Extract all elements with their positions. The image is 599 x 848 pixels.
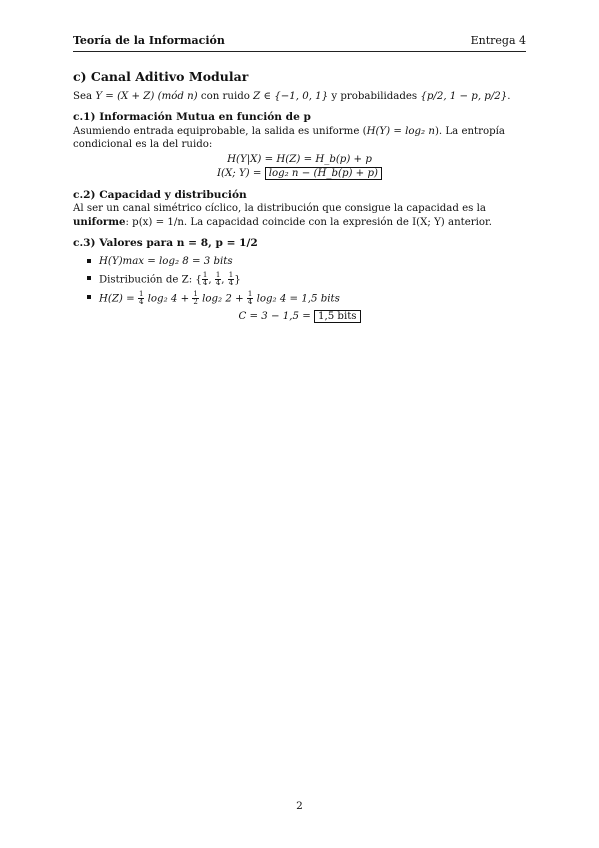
- list-item: H(Z) = $\frac{1}{4}$ log₂ 4 + $\frac{1}{2}$ log₂ 2 + $\frac{1}{4}$ log₂ 4 = 1,5 bits: [87, 291, 526, 306]
- section-intro: Sea Y = (X + Z) (mód n) con ruido Z ∈ {−1, 0, 1} y probabilidades {p/2, 1 − p, p/2}.: [73, 90, 511, 102]
- subsection-c1-text: Asumiendo entrada equiprobable, la salida es uniforme (H(Y) = log₂ n). La entropía condicional es la del ruido:: [73, 125, 506, 150]
- list-item: Distribución de Z: { $\frac{1}{4}$ , $\frac{1}{4}$ , $\frac{1}{4}$ }: [87, 272, 526, 287]
- fraction: $\frac{1}{4}$: [202, 271, 208, 287]
- page-number: 2: [296, 800, 303, 812]
- fraction: $\frac{1}{2}$: [193, 290, 198, 306]
- main-content: [73, 70, 526, 325]
- subsection-c2-text: Al ser un canal simétrico cíclico, la distribución que consigue la capacidad es la uniforme: p(x) = 1/n. La capacidad coincide con la expresión de I(X; Y) anterior.: [73, 203, 493, 228]
- fraction: $\frac{1}{4}$: [138, 290, 144, 306]
- intro-math-probs: {p/2, 1 − p, p/2}: [420, 90, 508, 102]
- boxed-result: log₂ n − (H_b(p) + p): [265, 167, 382, 180]
- equation-mutual-information: I(X; Y) = log₂ n − (H_b(p) + p): [73, 167, 526, 181]
- equation-capacity: C = 3 − 1,5 = 1,5 bits: [73, 310, 526, 324]
- equation-conditional-entropy: H(Y|X) = H(Z) = H_b(p) + p: [227, 153, 372, 165]
- subsection-c3-title: c.3) Valores para n = 8, p = 1/2: [73, 237, 258, 249]
- section-title: c) Canal Aditivo Modular: [73, 69, 249, 84]
- header-rule: [73, 51, 526, 52]
- bullet-icon: [87, 259, 91, 263]
- intro-math-channel: Y = (X + Z) (mód n): [95, 90, 198, 102]
- header-course-title: Teoría de la Información: [73, 34, 225, 47]
- fraction: $\frac{1}{4}$: [228, 271, 234, 287]
- fraction: $\frac{1}{4}$: [215, 271, 221, 287]
- bullet-icon: [87, 276, 91, 280]
- running-header: [73, 34, 526, 50]
- header-assignment: Entrega 4: [470, 34, 526, 47]
- list-item: H(Y)max = log₂ 8 = 3 bits: [87, 255, 526, 269]
- values-list: [73, 255, 526, 307]
- intro-math-noise: Z ∈ {−1, 0, 1}: [253, 90, 329, 102]
- subsection-c2-title: c.2) Capacidad y distribución: [73, 188, 247, 201]
- boxed-capacity: 1,5 bits: [314, 310, 361, 323]
- bullet-icon: [87, 295, 91, 299]
- fraction: $\frac{1}{4}$: [247, 290, 253, 306]
- subsection-c1-title: c.1) Información Mutua en función de p: [73, 111, 311, 123]
